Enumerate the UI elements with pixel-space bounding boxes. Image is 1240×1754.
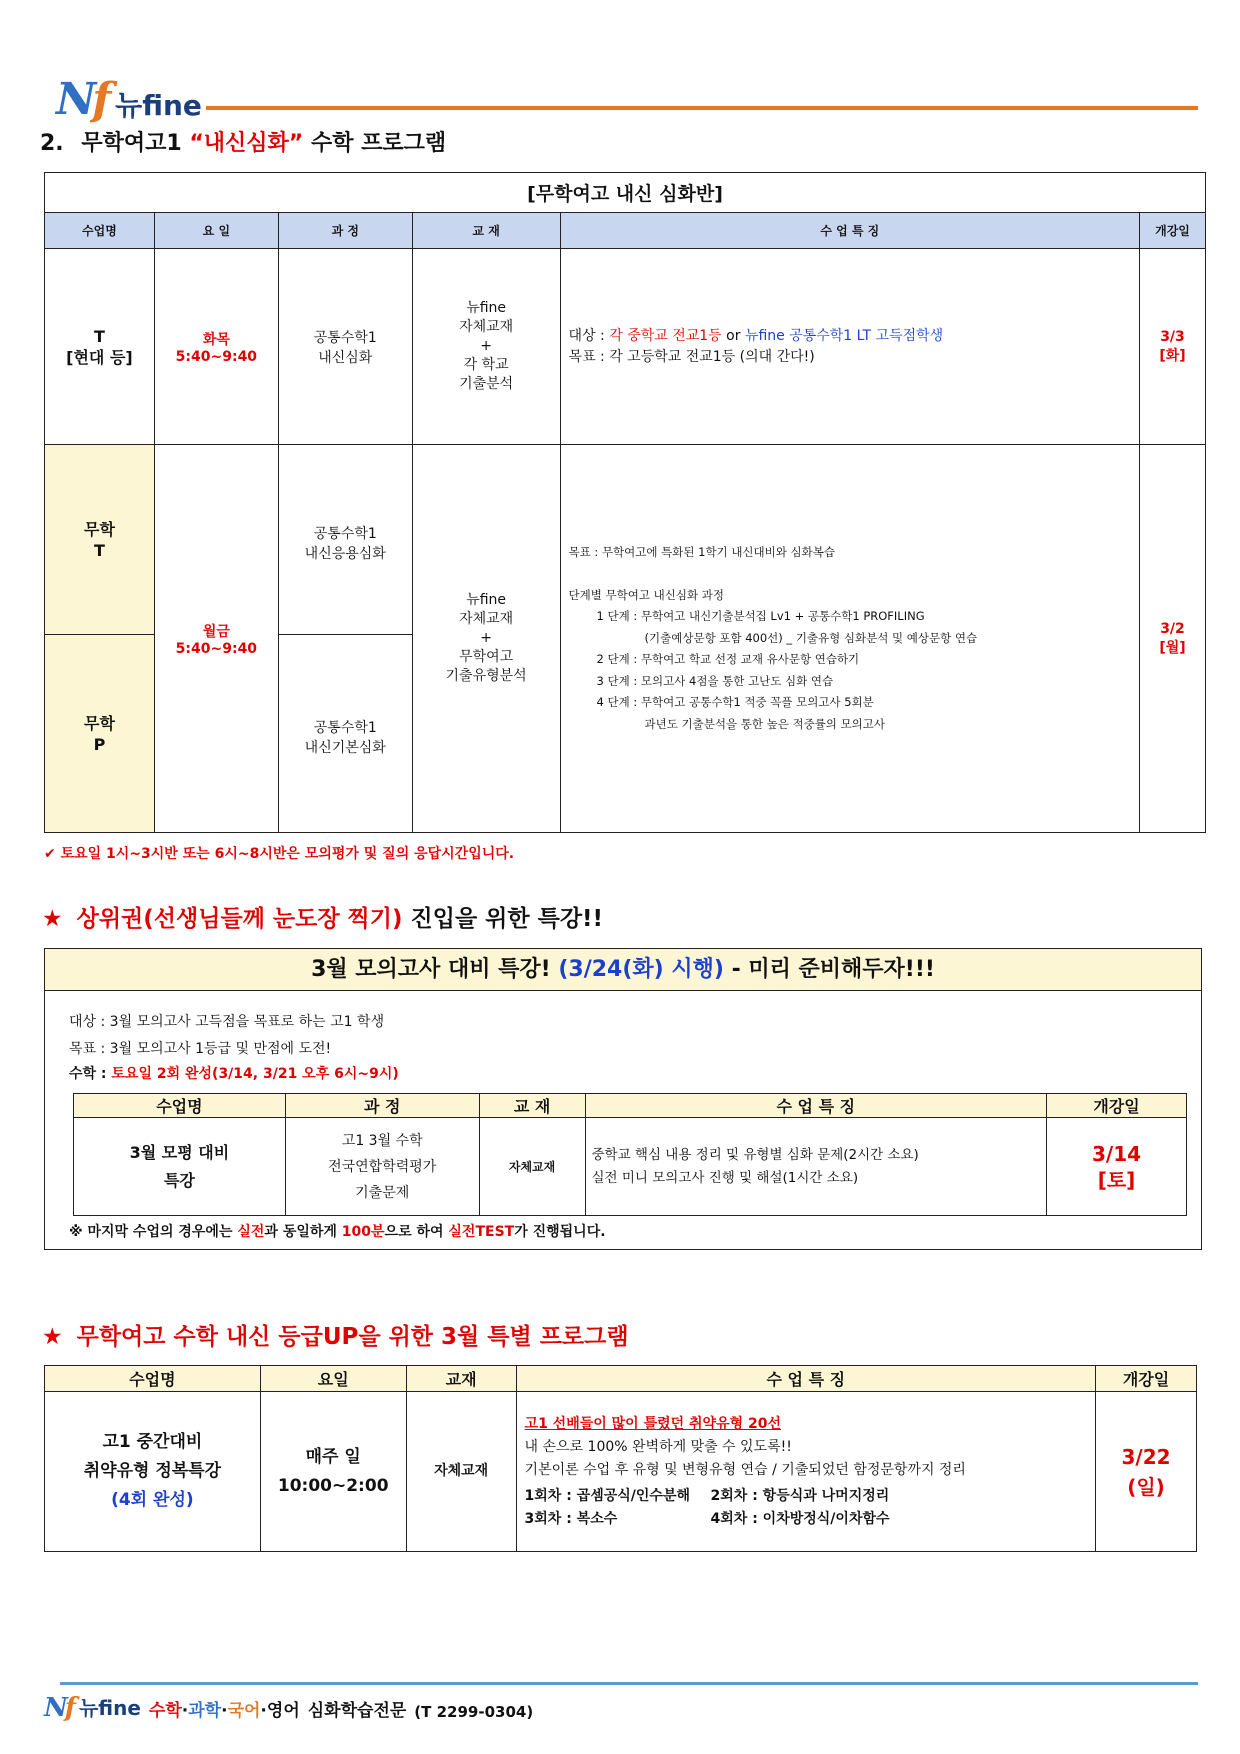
footer-divider [60, 1682, 1198, 1685]
course-cell: 공통수학1 내신심화 [278, 249, 412, 445]
class-name-cell: T [현대 등] [45, 249, 155, 445]
col-header: 개강일 [1140, 213, 1206, 249]
class-name-cell: 3월 모평 대비 특강 [74, 1118, 286, 1216]
table-caption: [무학여고 내신 심화반] [45, 173, 1206, 213]
col-header: 개강일 [1096, 1366, 1197, 1392]
table-row [45, 1392, 1197, 1552]
col-header: 교재 [406, 1366, 516, 1392]
textbook-cell: 자체교재 [479, 1118, 585, 1216]
col-header: 과 정 [278, 213, 412, 249]
col-header: 요 일 [154, 213, 278, 249]
target-text: 대상 : 3월 모의고사 고득점을 목표로 하는 고1 학생 [69, 1014, 385, 1030]
class-name-cell: 무학 P [45, 635, 155, 833]
col-header: 요일 [260, 1366, 406, 1392]
section-title: 2. 무학여고1 “내신심화” 수학 프로그램 [40, 131, 447, 156]
march-program-title: ★ 무학여고 수학 내신 등급UP을 위한 3월 특별 프로그램 [42, 1324, 629, 1350]
start-date-cell: 3/22 (일) [1096, 1392, 1197, 1552]
course-cell: 공통수학1 내신응용심화 [278, 445, 412, 635]
textbook-cell: 자체교재 [406, 1392, 516, 1552]
march-program-table [44, 1365, 1197, 1552]
col-header: 수업명 [45, 213, 155, 249]
goal-text: 목표 : 3월 모의고사 1등급 및 만점에 도전! [69, 1041, 332, 1057]
class-name-cell: 무학 T [45, 445, 155, 635]
course-cell: 공통수학1 내신기본심화 [278, 635, 412, 833]
footer-brand: 뉴fine [78, 1696, 141, 1720]
star-icon: ★ [42, 906, 63, 932]
course-cell: 고1 3월 수학 전국연합학력평가 기출문제 [285, 1118, 479, 1216]
day-cell: 매주 일 10:00~2:00 [260, 1392, 406, 1552]
col-header: 수업명 [45, 1366, 261, 1392]
col-header: 교 재 [412, 213, 560, 249]
final-class-note: ※ 마지막 수업의 경우에는 실전과 동일하게 100분으로 하여 실전TEST가 진행됩니다. [69, 1224, 606, 1240]
col-header: 수 업 특 징 [560, 213, 1139, 249]
col-header: 수 업 특 징 [516, 1366, 1096, 1392]
box-caption: 3월 모의고사 대비 특강! (3/24(화) 시행) - 미리 준비해두자!!! [45, 949, 1201, 991]
col-header: 과 정 [285, 1094, 479, 1118]
day-cell: 월금 5:40~9:40 [154, 445, 278, 833]
col-header: 수업명 [74, 1094, 286, 1118]
saturday-note: ✔ 토요일 1시~3시반 또는 6시~8시반은 모의평가 및 질의 응답시간입니다. [44, 846, 515, 862]
logo-text: 뉴fine [115, 89, 202, 122]
textbook-cell: 뉴fine 자체교재 + 각 학교 기출분석 [412, 249, 560, 445]
feature-cell: 목표 : 무학여고에 특화된 1학기 내신대비와 심화복습 단계별 무학여고 내신심화 과정 1 단계 : 무학여고 내신기출분석집 Lv1 + 공통수학1 PROFILING (기출예상문항 포함 400선) _ 기출유형 심화분석 및 예상문항 연습 2 단계 : 무학여고 학교 선정 교재 유사문항 연습하기 3 단계 : 모의고사 4점을 통한 고난도 심화 연습 4 단계 : 무학여고 공통수학1 적중 꼭플 모의고사 5회분 과년도 기출분석을 통한 높은 적중률의 모의고사 [560, 445, 1139, 833]
col-header: 교 재 [479, 1094, 585, 1118]
footer-phone: (T 2299-0304) [414, 1703, 534, 1721]
star-icon: ★ [42, 1324, 63, 1350]
program-table-main [44, 172, 1206, 833]
schedule-text: 수학 : 토요일 2회 완성(3/14, 3/21 오후 6시~9시) [69, 1066, 399, 1082]
textbook-cell: 뉴fine 자체교재 + 무학여고 기출유형분석 [412, 445, 560, 833]
footer-logo-mark: Nf [44, 1693, 73, 1723]
table-row [45, 249, 1206, 445]
feature-cell: 중학교 핵심 내용 정리 및 유형별 심화 문제(2시간 소요) 실전 미니 모의고사 진행 및 해설(1시간 소요) [585, 1118, 1047, 1216]
header-divider [206, 106, 1198, 110]
mock-exam-table [73, 1093, 1187, 1216]
table-row [45, 445, 1206, 635]
footer-tagline: 심화학습전문 [307, 1701, 407, 1721]
feature-cell: 대상 : 각 중학교 전교1등 or 뉴fine 공통수학1 LT 고득점학생 목표 : 각 고등학교 전교1등 (의대 간다!) [560, 249, 1139, 445]
feature-cell: 고1 선배들이 많이 틀렸던 취약유형 20선 내 손으로 100% 완벽하게 맞출 수 있도록!! 기본이론 수업 후 유형 및 변형유형 연습 / 기출되었던 함정문항까지 정리 1회차 : 곱셈공식/인수분해 2회차 : 항등식과 나머지정리 3회차 : 복소수 4회차 : 이차방정식/이차함수 [516, 1392, 1096, 1552]
brand-logo [56, 62, 202, 125]
day-cell: 화목 5:40~9:40 [154, 249, 278, 445]
logo-mark: Nf [56, 74, 108, 125]
start-date-cell: 3/3 [화] [1140, 249, 1206, 445]
start-date-cell: 3/14 [토] [1047, 1118, 1187, 1216]
special-lecture-title: ★ 상위권(선생님들께 눈도장 찍기) 진입을 위한 특강!! [42, 906, 604, 932]
class-name-cell: 고1 중간대비 취약유형 정복특강 (4회 완성) [45, 1392, 261, 1552]
col-header: 개강일 [1047, 1094, 1187, 1118]
footer: Nf 뉴fine 수학 · 과학 · 국어 · 영어 심화학습전문 (T 2299-0304) [44, 1693, 534, 1723]
table-row [74, 1118, 1187, 1216]
col-header: 수 업 특 징 [585, 1094, 1047, 1118]
mock-exam-box [44, 948, 1202, 1250]
start-date-cell: 3/2 [월] [1140, 445, 1206, 833]
